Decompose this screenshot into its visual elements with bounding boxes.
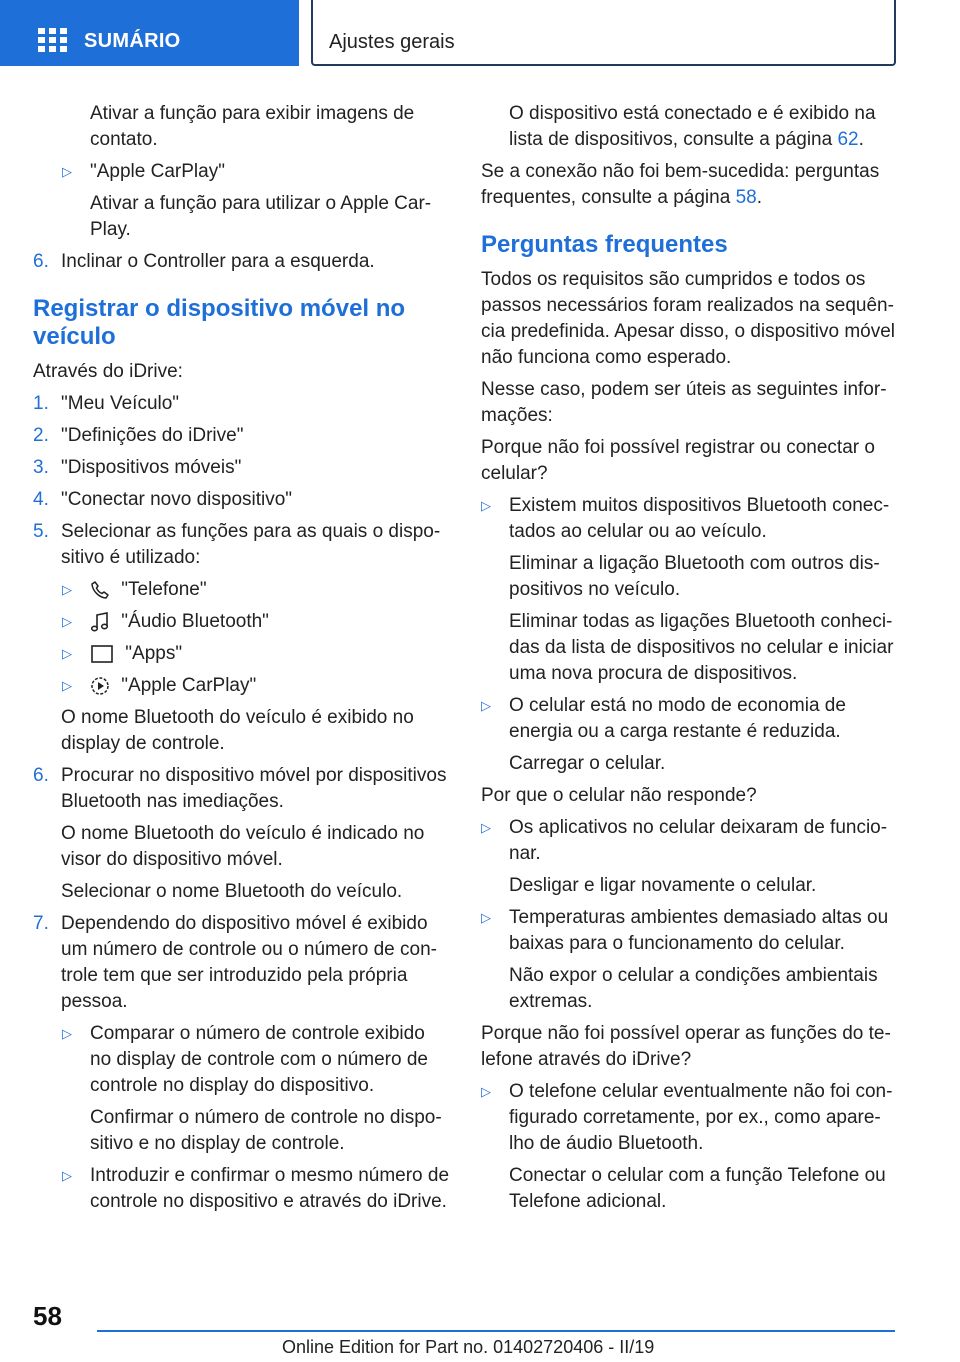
footer-edition: Online Edition for Part no. 01402720406 - II/19 — [282, 1337, 655, 1357]
footer-divider — [97, 1330, 895, 1332]
section-heading: Perguntas frequentes — [481, 231, 728, 258]
step-number: 6. — [33, 765, 49, 786]
table-of-contents-button[interactable] — [0, 0, 299, 66]
triangle-bullet-icon: ▷ — [62, 582, 72, 597]
step-item — [33, 455, 450, 481]
function-label: "Áudio Bluetooth" — [121, 611, 269, 632]
triangle-bullet-icon: ▷ — [62, 614, 72, 629]
bullet-text: Comparar o número de controle exibido no display de controle com o número de controle no display do dispositivo. — [90, 1023, 428, 1096]
step-item — [33, 519, 450, 571]
step-number: 1. — [33, 393, 49, 414]
step-text: "Meu Veículo" — [61, 393, 180, 414]
bullet-item — [481, 905, 897, 957]
left-column — [33, 101, 450, 1221]
paragraph: Selecionar o nome Bluetooth do veículo. — [61, 881, 403, 902]
grid-menu-icon — [38, 28, 66, 52]
paragraph: Ativar a função para utilizar o Apple Car-Play. — [90, 193, 432, 240]
step-number: 5. — [33, 521, 49, 542]
section-heading: Registrar o dispositivo móvel no veículo — [33, 295, 406, 350]
triangle-bullet-icon: ▷ — [481, 698, 491, 713]
apps-icon — [90, 644, 114, 664]
step-item — [33, 423, 450, 449]
step-text: Procurar no dispositivo móvel por dispositivos Bluetooth nas imediações. — [61, 765, 447, 812]
section-title: Ajustes gerais — [329, 31, 455, 53]
bullet-text: Introduzir e confirmar o mesmo número de controle no dispositivo e através do iDrive. — [90, 1165, 450, 1212]
bullet-text: O telefone celular eventualmente não foi con-figurado corretamente, por ex., como apare-lho de áudio Bluetooth. — [509, 1081, 893, 1154]
step-text: "Definições do iDrive" — [61, 425, 244, 446]
bullet-item — [481, 693, 897, 745]
step-number: 6. — [33, 251, 49, 272]
bullet-item — [33, 1163, 450, 1215]
step-item — [33, 391, 450, 417]
step-text: "Conectar novo dispositivo" — [61, 489, 293, 510]
bullet-item — [33, 609, 450, 635]
step-number: 4. — [33, 489, 49, 510]
function-label: "Apple CarPlay" — [121, 675, 257, 696]
triangle-bullet-icon: ▷ — [62, 646, 72, 661]
bullet-item — [33, 1021, 450, 1099]
step-item — [33, 911, 450, 1015]
question: Porque não foi possível operar as funções do te-lefone através do iDrive? — [481, 1023, 891, 1070]
bullet-text: "Apple CarPlay" — [90, 161, 225, 182]
paragraph — [481, 159, 897, 211]
paragraph: Não expor o celular a condições ambientais extremas. — [509, 965, 878, 1012]
bullet-item — [481, 493, 897, 545]
text: O dispositivo está conectado e é exibido na lista de dispositivos, consulte a página — [509, 103, 876, 150]
bullet-item — [33, 641, 450, 667]
paragraph: Conectar o celular com a função Telefone ou Telefone adicional. — [509, 1165, 886, 1212]
step-text: Dependendo do dispositivo móvel é exibido um número de controle ou o número de con-trole tem que ser introduzido pela própria pessoa. — [61, 913, 437, 1012]
step-number: 2. — [33, 425, 49, 446]
play-circle-icon — [90, 676, 110, 696]
paragraph — [481, 101, 897, 153]
text: . — [858, 129, 864, 150]
triangle-bullet-icon: ▷ — [481, 820, 491, 835]
paragraph: Eliminar todas as ligações Bluetooth conheci-das da lista de dispositivos no celular e iniciar uma nova procura de dispositivos. — [509, 611, 894, 684]
triangle-bullet-icon: ▷ — [481, 498, 491, 513]
step-item — [33, 249, 450, 275]
function-label: "Apps" — [125, 643, 183, 664]
paragraph: Através do iDrive: — [33, 361, 183, 382]
right-column — [481, 101, 897, 1221]
paragraph: Desligar e ligar novamente o celular. — [509, 875, 817, 896]
step-number: 3. — [33, 457, 49, 478]
toc-label: SUMÁRIO — [84, 30, 181, 52]
bullet-item — [33, 159, 450, 185]
paragraph: Eliminar a ligação Bluetooth com outros dis-positivos no veículo. — [509, 553, 880, 600]
question: Porque não foi possível registrar ou conectar o celular? — [481, 437, 875, 484]
question: Por que o celular não responde? — [481, 785, 757, 806]
triangle-bullet-icon: ▷ — [62, 678, 72, 693]
triangle-bullet-icon: ▷ — [62, 1168, 72, 1183]
function-label: "Telefone" — [121, 579, 207, 600]
step-item — [33, 763, 450, 815]
top-bar — [0, 0, 960, 66]
step-item — [33, 487, 450, 513]
paragraph: O nome Bluetooth do veículo é exibido no display de controle. — [61, 707, 414, 754]
bullet-item — [33, 673, 450, 699]
music-note-icon — [90, 611, 110, 633]
bullet-item — [481, 1079, 897, 1157]
text: . — [756, 187, 762, 208]
page-number: 58 — [33, 1301, 62, 1331]
bullet-text: O celular está no modo de economia de energia ou a carga restante é reduzida. — [509, 695, 846, 742]
page-link[interactable]: 58 — [735, 187, 757, 208]
triangle-bullet-icon: ▷ — [62, 164, 72, 179]
bullet-item — [481, 815, 897, 867]
bullet-text: Os aplicativos no celular deixaram de funcio-nar. — [509, 817, 888, 864]
bullet-text: Temperaturas ambientes demasiado altas ou baixas para o funcionamento do celular. — [509, 907, 889, 954]
step-number: 7. — [33, 913, 49, 934]
triangle-bullet-icon: ▷ — [481, 910, 491, 925]
text: Se a conexão não foi bem-sucedida: perguntas frequentes, consulte a página — [481, 161, 880, 208]
paragraph: Nesse caso, podem ser úteis as seguintes infor-mações: — [481, 379, 887, 426]
step-text: Selecionar as funções para as quais o dispo-sitivo é utilizado: — [61, 521, 441, 568]
triangle-bullet-icon: ▷ — [481, 1084, 491, 1099]
paragraph: Confirmar o número de controle no dispo-sitivo e no display de controle. — [90, 1107, 442, 1154]
section-tab[interactable] — [311, 0, 896, 66]
paragraph: Carregar o celular. — [509, 753, 666, 774]
step-text: "Dispositivos móveis" — [61, 457, 242, 478]
phone-icon — [90, 580, 110, 600]
triangle-bullet-icon: ▷ — [62, 1026, 72, 1041]
bullet-item — [33, 577, 450, 603]
bullet-text: Existem muitos dispositivos Bluetooth conec-tados ao celular ou ao veículo. — [509, 495, 890, 542]
paragraph: Ativar a função para exibir imagens de contato. — [90, 103, 415, 150]
paragraph: Todos os requisitos são cumpridos e todos os passos necessários foram realizados na sequên-cia predefinida. Apesar disso, o dispositivo móvel não funciona como esperado. — [481, 269, 896, 368]
paragraph: O nome Bluetooth do veículo é indicado no visor do dispositivo móvel. — [61, 823, 425, 870]
page-link[interactable]: 62 — [837, 129, 859, 150]
step-text: Inclinar o Controller para a esquerda. — [61, 251, 375, 272]
